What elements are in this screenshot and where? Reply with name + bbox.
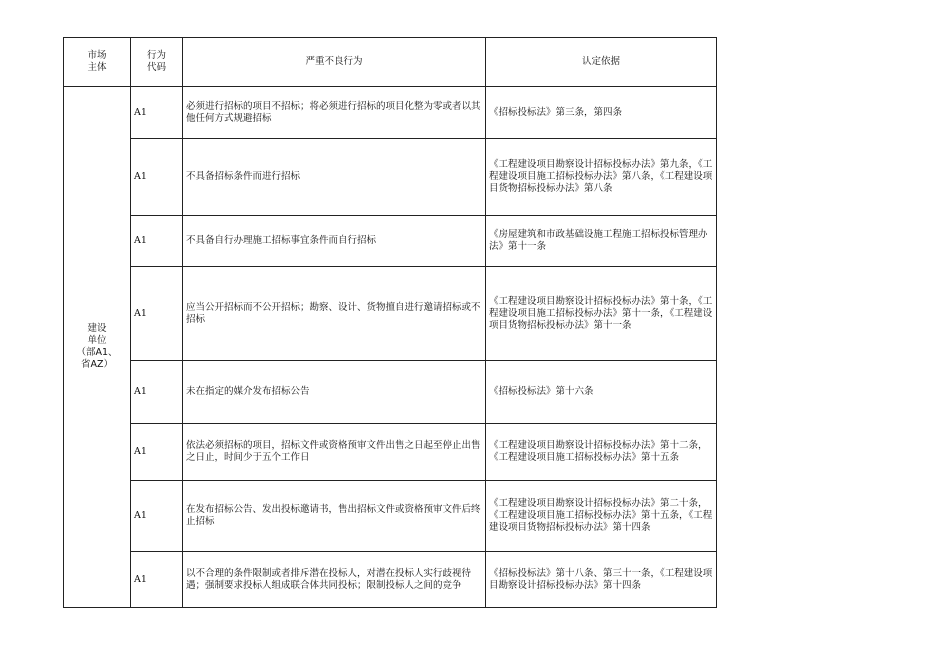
basis-cell: 《工程建设项目勘察设计招标投标办法》第十二条，《工程建设项目施工招标投标办法》第十五条: [486, 424, 717, 481]
basis-cell: 《招标投标法》第三条，第四条: [486, 87, 717, 139]
table-row: [64, 481, 717, 552]
code-cell: A1: [131, 481, 183, 552]
subject-cell: 建设 单位 （部A1、 省AZ）: [64, 87, 131, 608]
table-row: [64, 216, 717, 267]
behavior-cell: 依法必须招标的项目，招标文件或资格预审文件出售之日起至停止出售之日止，时间少于五个工作日: [183, 424, 486, 481]
violations-table: [63, 37, 717, 608]
code-cell: A1: [131, 216, 183, 267]
table-row: [64, 139, 717, 216]
table-row: [64, 424, 717, 481]
behavior-cell: 应当公开招标而不公开招标；勘察、设计、货物擅自进行邀请招标或不招标: [183, 267, 486, 361]
behavior-cell: 必须进行招标的项目不招标；将必须进行招标的项目化整为零或者以其他任何方式规避招标: [183, 87, 486, 139]
behavior-cell: 未在指定的媒介发布招标公告: [183, 361, 486, 424]
behavior-cell: 以不合理的条件限制或者排斥潜在投标人，对潜在投标人实行歧视待遇；强制要求投标人组成联合体共同投标；限制投标人之间的竞争: [183, 552, 486, 608]
header-subject: 市场 主体: [64, 38, 131, 87]
basis-cell: 《工程建设项目勘察设计招标投标办法》第九条，《工程建设项目施工招标投标办法》第八条，《工程建设项目货物招标投标办法》第八条: [486, 139, 717, 216]
header-basis: 认定依据: [486, 38, 717, 87]
table-row: [64, 267, 717, 361]
header-row: [64, 38, 717, 87]
code-cell: A1: [131, 87, 183, 139]
code-cell: A1: [131, 267, 183, 361]
table-row: [64, 552, 717, 608]
behavior-cell: 不具备自行办理施工招标事宜条件而自行招标: [183, 216, 486, 267]
behavior-cell: 在发布招标公告、发出投标邀请书，售出招标文件或资格预审文件后终止招标: [183, 481, 486, 552]
basis-cell: 《招标投标法》第十六条: [486, 361, 717, 424]
code-cell: A1: [131, 139, 183, 216]
table-row: [64, 361, 717, 424]
basis-cell: 《房屋建筑和市政基础设施工程施工招标投标管理办法》第十一条: [486, 216, 717, 267]
code-cell: A1: [131, 361, 183, 424]
code-cell: A1: [131, 424, 183, 481]
basis-cell: 《工程建设项目勘察设计招标投标办法》第十条，《工程建设项目施工招标投标办法》第十一条，《工程建设项目货物招标投标办法》第十一条: [486, 267, 717, 361]
table-row: [64, 87, 717, 139]
header-behavior: 严重不良行为: [183, 38, 486, 87]
basis-cell: 《工程建设项目勘察设计招标投标办法》第二十条，《工程建设项目施工招标投标办法》第十五条，《工程建设项目货物招标投标办法》第十四条: [486, 481, 717, 552]
header-code: 行为 代码: [131, 38, 183, 87]
basis-cell: 《招标投标法》第十八条、第三十一条，《工程建设项目勘察设计招标投标办法》第十四条: [486, 552, 717, 608]
code-cell: A1: [131, 552, 183, 608]
behavior-cell: 不具备招标条件而进行招标: [183, 139, 486, 216]
